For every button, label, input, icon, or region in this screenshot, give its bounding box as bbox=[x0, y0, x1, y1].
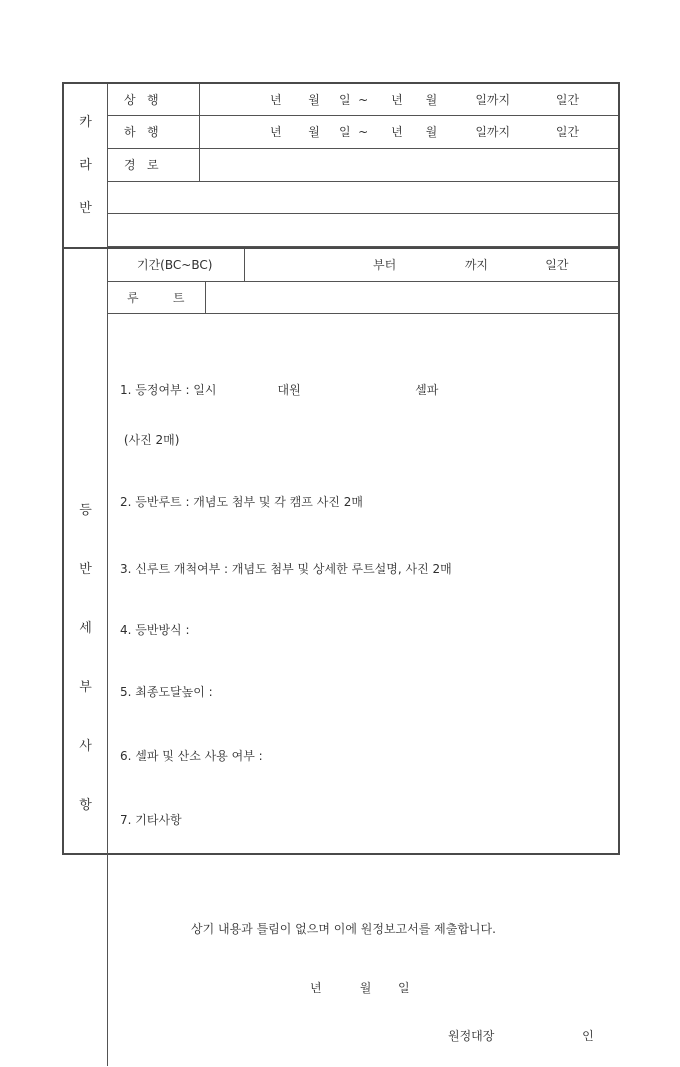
vertical-label-char: 반 bbox=[79, 201, 92, 216]
details-body-row bbox=[108, 314, 618, 1066]
period-row-label: 기간(BC~BC) bbox=[108, 249, 245, 281]
period-fill-area: 부터 까지 일간 bbox=[373, 258, 569, 272]
checklist-item-5: 5. 최종도달높이 : bbox=[120, 685, 213, 699]
descent-date-fill-area: 년 월 일 ~ 년 월 일까지 일간 bbox=[270, 125, 580, 139]
details-rows bbox=[108, 249, 618, 1066]
caravan-row-route bbox=[108, 149, 618, 182]
vertical-label-char: 라 bbox=[79, 158, 92, 173]
details-vertical-label bbox=[64, 249, 108, 1066]
expedition-form-table bbox=[62, 82, 620, 1043]
checklist-item-2: 2. 등반루트 : 개념도 첨부 및 각 캠프 사진 2매 bbox=[120, 495, 363, 509]
signature-date-line: 년 월 일 bbox=[310, 981, 410, 995]
vertical-label-char: 세 bbox=[79, 620, 92, 636]
caravan-vertical-label bbox=[64, 84, 108, 247]
vertical-label-char: 반 bbox=[79, 561, 92, 577]
ascent-row-label: 상 행 bbox=[108, 84, 200, 115]
checklist-item-1: 1. 등정여부 : 일시 대원 셀파 bbox=[120, 383, 439, 397]
vertical-label-char: 부 bbox=[79, 679, 92, 695]
ascent-date-fill-area: 년 월 일 ~ 년 월 일까지 일간 bbox=[270, 92, 580, 107]
declaration-statement: 상기 내용과 틀림이 없으며 이에 원정보고서를 제출합니다. bbox=[191, 922, 496, 936]
caravan-row-ascent bbox=[108, 84, 618, 116]
checklist-item-3: 3. 신루트 개척여부 : 개념도 첨부 및 상세한 루트설명, 사진 2매 bbox=[120, 562, 452, 576]
route-fill-area bbox=[200, 149, 618, 181]
checklist-item-6: 6. 셀파 및 산소 사용 여부 : bbox=[120, 749, 263, 763]
details-checklist bbox=[108, 314, 618, 1066]
vertical-label-char: 사 bbox=[79, 738, 92, 754]
route-name-fill-area bbox=[206, 282, 618, 313]
vertical-label-char: 등 bbox=[79, 502, 92, 518]
expedition-leader-seal-line: 원정대장 인 bbox=[448, 1029, 594, 1043]
route-name-row-label: 루 트 bbox=[108, 282, 206, 313]
vertical-label-char: 카 bbox=[79, 115, 92, 130]
caravan-rows bbox=[108, 84, 618, 247]
route-row-label: 경 로 bbox=[108, 149, 200, 181]
vertical-label-char: 항 bbox=[79, 797, 92, 813]
caravan-section bbox=[64, 84, 618, 247]
checklist-item-7: 7. 기타사항 bbox=[120, 813, 182, 827]
climbing-details-section bbox=[64, 247, 618, 1066]
caravan-empty-row bbox=[108, 182, 618, 214]
checklist-item-1-note: (사진 2매) bbox=[120, 433, 180, 447]
checklist-item-4: 4. 등반방식 : bbox=[120, 623, 190, 637]
descent-row-label: 하 행 bbox=[108, 116, 200, 148]
route-name-row bbox=[108, 282, 618, 314]
caravan-empty-row bbox=[108, 214, 618, 247]
period-row bbox=[108, 249, 618, 282]
caravan-row-descent bbox=[108, 116, 618, 149]
